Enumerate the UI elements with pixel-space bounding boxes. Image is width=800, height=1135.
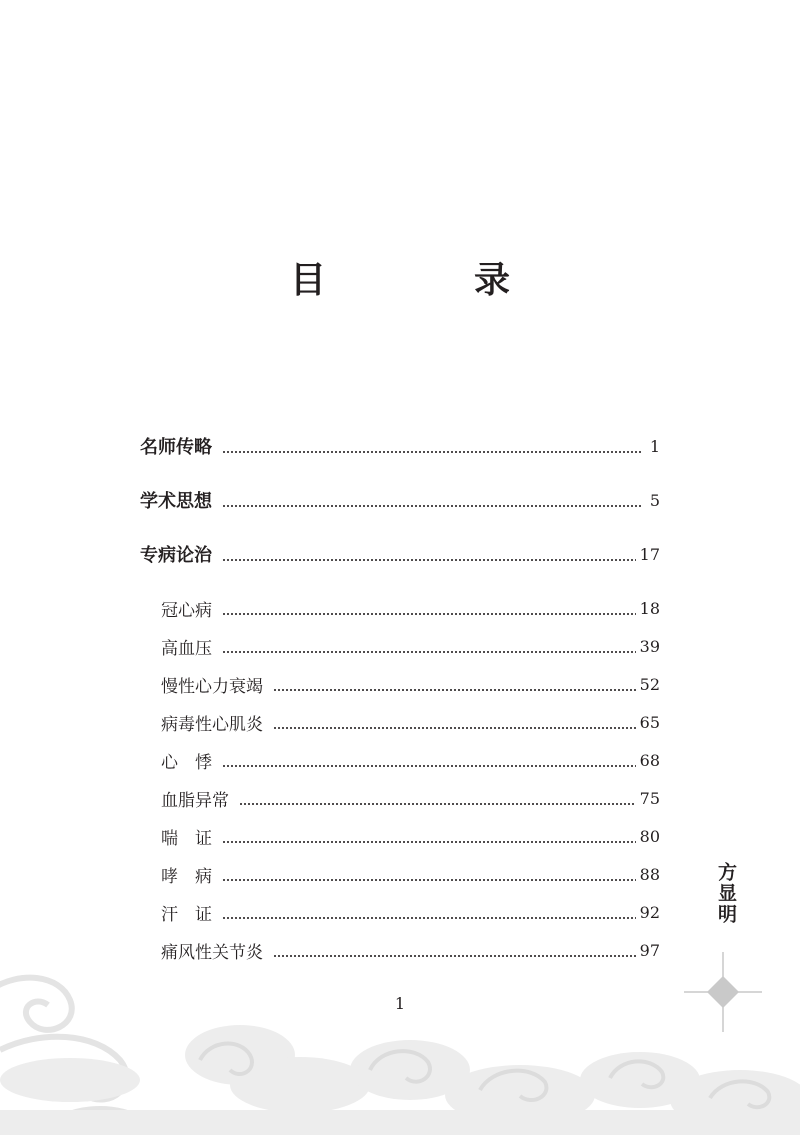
toc-entry-title: 慢性心力衰竭 (161, 676, 263, 697)
toc-entry-page: 97 (639, 940, 660, 960)
toc-entry-title: 痛风性关节炎 (161, 942, 263, 963)
dot-leader (239, 803, 636, 805)
toc-entry-page: 75 (639, 788, 660, 808)
toc-entry-page: 80 (639, 826, 660, 846)
toc-entry[interactable] (161, 860, 660, 888)
cloud-pattern-decoration (0, 960, 800, 1135)
toc-entry[interactable] (161, 632, 660, 660)
toc-entry-title: 汗 证 (161, 904, 212, 925)
toc-entry-title: 心 悸 (161, 752, 212, 773)
toc-entry-title: 名师传略 (140, 437, 212, 458)
page-number: 1 (394, 994, 406, 1013)
toc-entry-title: 哮 病 (161, 866, 212, 887)
dot-leader (222, 559, 636, 561)
toc-entry-page: 68 (639, 750, 660, 770)
toc-entry-title: 专病论治 (140, 545, 212, 566)
dot-leader (222, 917, 636, 919)
toc-entry-title: 学术思想 (140, 491, 212, 512)
toc-entry-page: 18 (639, 598, 660, 618)
dot-leader (222, 879, 636, 881)
toc-entry-page: 88 (639, 864, 660, 884)
dot-leader (222, 841, 636, 843)
toc-entry-page: 39 (639, 636, 660, 656)
toc-entry[interactable] (161, 746, 660, 774)
page-title: 目 录 (289, 259, 566, 301)
toc-entry[interactable] (161, 822, 660, 850)
toc-entry[interactable] (140, 486, 660, 514)
author-side-mark: 方显明 (715, 862, 737, 925)
toc-entry-title: 冠心病 (161, 600, 212, 621)
toc-entry-title: 病毒性心肌炎 (161, 714, 263, 735)
toc-entry-page: 92 (639, 902, 660, 922)
toc-entry-title: 高血压 (161, 638, 212, 659)
dot-leader (222, 505, 642, 507)
toc-entry[interactable] (140, 432, 660, 460)
dot-leader (273, 955, 636, 957)
toc-entry-page: 1 (649, 436, 660, 456)
toc-entry[interactable] (161, 670, 660, 698)
toc-entry[interactable] (161, 594, 660, 622)
toc-entry-page: 5 (649, 490, 660, 510)
toc-entry[interactable] (161, 898, 660, 926)
toc-entry-title: 喘 证 (161, 828, 212, 849)
dot-leader (222, 451, 642, 453)
toc-entry-page: 65 (639, 712, 660, 732)
dot-leader (273, 689, 636, 691)
toc-entry-title: 血脂异常 (161, 790, 229, 811)
dot-leader (273, 727, 636, 729)
toc-entry-page: 17 (639, 544, 660, 564)
toc-entry[interactable] (161, 784, 660, 812)
dot-leader (222, 765, 636, 767)
toc-entry[interactable] (161, 708, 660, 736)
dot-leader (222, 651, 636, 653)
toc-entry[interactable] (140, 540, 660, 568)
toc-entry-page: 52 (639, 674, 660, 694)
dot-leader (222, 613, 636, 615)
